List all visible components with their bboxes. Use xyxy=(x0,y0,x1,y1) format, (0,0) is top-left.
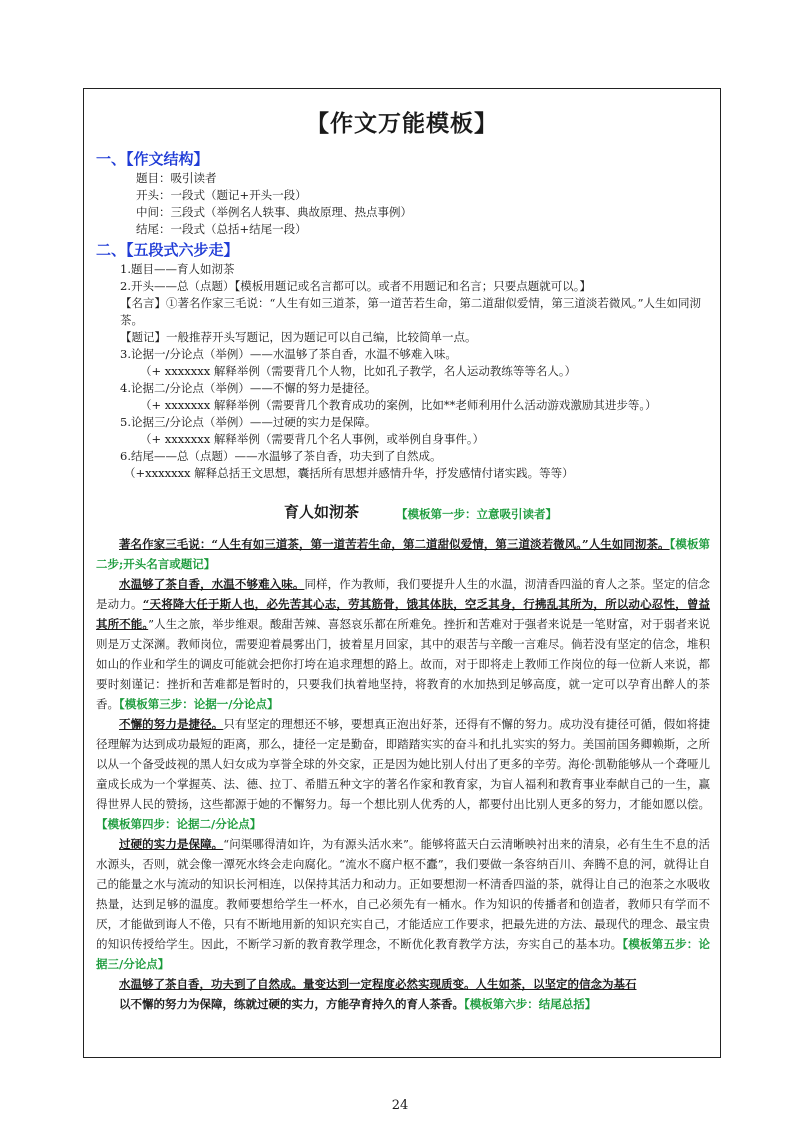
note-line: （+ xxxxxxx 解释举例（需要背几个教育成功的案例，比如**老师利用什么活动游戏激励其进步等。） xyxy=(140,398,657,412)
opening-quote: 著名作家三毛说：“人生有如三道茶，第一道苦若生命，第二道甜似爱情，第三道淡若微风。”人生如同沏茶。 xyxy=(119,537,670,551)
template-tag: 【模板第六步：结尾总括】 xyxy=(464,997,597,1011)
template-tag: 【模板第二步;开头名言或题记】 xyxy=(96,537,711,571)
document-frame xyxy=(83,88,721,1058)
template-tag: 【模板第三步：论据一/分论点】 xyxy=(119,697,279,711)
paragraph-quote: “天将降大任于斯人也，必先苦其心志，劳其筋骨，饿其体肤，空乏其身，行拂乱其所为，所以动心忍性，曾益其所不能。 xyxy=(96,597,711,631)
step-line: 5.论据三/分论点（举例）——过硬的实力是保障。 xyxy=(120,415,377,429)
section1-heading: 一、【作文结构】 xyxy=(96,150,209,168)
structure-line: 中间：三段式（举例名人轶事、典故原理、热点事例） xyxy=(136,205,412,219)
template-tag: 【模板第一步：立意吸引读者】 xyxy=(396,507,557,521)
tiji-line: 【题记】一般推荐开头写题记，因为题记可以自己编，比较简单一点。 xyxy=(120,330,477,344)
conclusion-text: 以不懈的努力为保障，练就过硬的实力，方能孕育持久的育人茶香。 xyxy=(119,997,464,1011)
essay-paragraph-4 xyxy=(96,834,710,974)
paragraph-text: “问渠哪得清如许，为有源头活水来”。能够将蓝天白云清晰映衬出来的清泉，必有生生不息的活水源头，否则，就会像一潭死水终会走向腐化。“流水不腐户枢不蠹”，我们要做一条容纳百川、奔腾不息的河，就得让自己的能量之水与流动的知识长河相连，以保持其活力和动力。正如要想沏一杯清香四溢的茶，就得让自己的泡茶之水吸收热量，达到足够的温度。教师要想给学生一杯水，自己必须先有一桶水。作为知识的传播者和创造者，教师只有学而不厌，才能做到诲人不倦，只有不断地用新的知识充实自己，才能适应工作要求，把最先进的方法、最现代的理念、最宝贵的知识传授给学生。因此，不断学习新的教育教学理念，不断优化教育教学方法，夯实自己的基本功。 xyxy=(96,837,710,951)
page-number: 24 xyxy=(391,1098,409,1113)
template-tag: 【模板第四步：论据二/分论点】 xyxy=(96,817,262,831)
step-line: 2.开头——总（点题）【模板用题记或名言都可以。或者不用题记和名言；只要点题就可以。】 xyxy=(120,279,591,293)
paragraph-lead: 不懈的努力是捷径。 xyxy=(119,717,224,731)
quote-line: 【名言】①著名作家三毛说：“人生有如三道茶，第一道苦若生命，第二道甜似爱情，第三道淡若微风。”人生如同沏茶。 xyxy=(120,296,702,327)
essay-title-row xyxy=(96,504,710,526)
paragraph-text: ”人生之旅，举步维艰。酸甜苦辣、喜怒哀乐都在所难免。挫折和苦难对于强者来说是一笔财富，对于弱者来说则是万丈深渊。教师岗位，需要迎着晨雾出门，披着星月回家，其中的艰苦与辛酸一言难尽。倘若没有坚定的信念，堆积如山的作业和学生的调皮可能就会把你打垮在追求理想的路上。故而，对于即将走上教师工作岗位的每一位新人来说，都要时刻谨记：挫折和苦难都是暂时的，只要我们执着地坚持，将教育的水加热到足够高度，就一定可以孕育出醉人的茶香。 xyxy=(96,617,711,711)
note-line: （+xxxxxxx 解释总括王文思想，囊括所有思想并感情升华，抒发感情付诸实践。等等） xyxy=(124,466,574,480)
content xyxy=(96,147,710,1014)
section2-heading: 二、【五段式六步走】 xyxy=(96,241,239,259)
essay-paragraph-2 xyxy=(96,574,710,714)
step-line: 6.结尾——总（点题）——水温够了茶自香，功夫到了自然成。 xyxy=(120,449,442,463)
paragraph-lead: 水温够了茶自香，水温不够难入味。 xyxy=(119,577,305,591)
document-title: 【作文万能模板】 xyxy=(306,111,498,137)
essay-paragraph-5 xyxy=(96,974,710,994)
structure-line: 开头：一段式（题记+开头一段） xyxy=(136,188,307,202)
essay-paragraph-5-cont xyxy=(96,994,710,1014)
structure-line: 结尾：一段式（总括+结尾一段） xyxy=(136,222,307,236)
structure-line: 题目：吸引读者 xyxy=(136,171,217,185)
template-tag: 【模板第五步：论据三/分论点】 xyxy=(96,937,711,971)
essay-paragraph-3 xyxy=(96,714,710,834)
paragraph-lead: 过硬的实力是保障。 xyxy=(119,837,224,851)
step-line: 3.论据一/分论点（举例）——水温够了茶自香，水温不够难入味。 xyxy=(120,347,457,361)
conclusion-text: 水温够了茶自香，功夫到了自然成。量变达到一定程度必然实现质变。人生如茶，以坚定的信念为基石 xyxy=(119,977,637,991)
step-line: 1.题目——育人如沏茶 xyxy=(120,262,235,276)
essay-paragraph-1 xyxy=(96,534,710,574)
paragraph-text: 同样，作为教师，我们要提升人生的水温，沏清香四溢的育人之茶。坚定的信念是动力。 xyxy=(96,577,711,611)
essay-title: 育人如沏茶 xyxy=(284,503,360,521)
note-line: （+ xxxxxxx 解释举例（需要背几个人物，比如孔子教学，名人运动教练等等名人。） xyxy=(140,364,577,378)
note-line: （+ xxxxxxx 解释举例（需要背几个名人事例，或举例自身事件。） xyxy=(140,432,485,446)
step-line: 4.论据二/分论点（举例）——不懈的努力是捷径。 xyxy=(120,381,377,395)
paragraph-text: 只有坚定的理想还不够，要想真正泡出好茶，还得有不懈的努力。成功没有捷径可循，假如将捷径理解为达到成功最短的距离，那么，捷径一定是勤奋，即踏踏实实的奋斗和扎扎实实的努力。美国前国务卿赖斯，之所以从一个备受歧视的黑人妇女成为享誉全球的外交家，正是因为她比别人付出了更多的辛劳。海伦·凯勒能够从一个聋哑儿童成长成为一个掌握英、法、德、拉丁、希腊五种文字的著名作家和教育家，为盲人福利和教育事业奉献自己的一生，赢得世界人民的赞扬，这些都源于她的不懈努力。每一个想比别人优秀的人，都要付出比别人更多的努力，才能如愿以偿。 xyxy=(96,717,710,811)
